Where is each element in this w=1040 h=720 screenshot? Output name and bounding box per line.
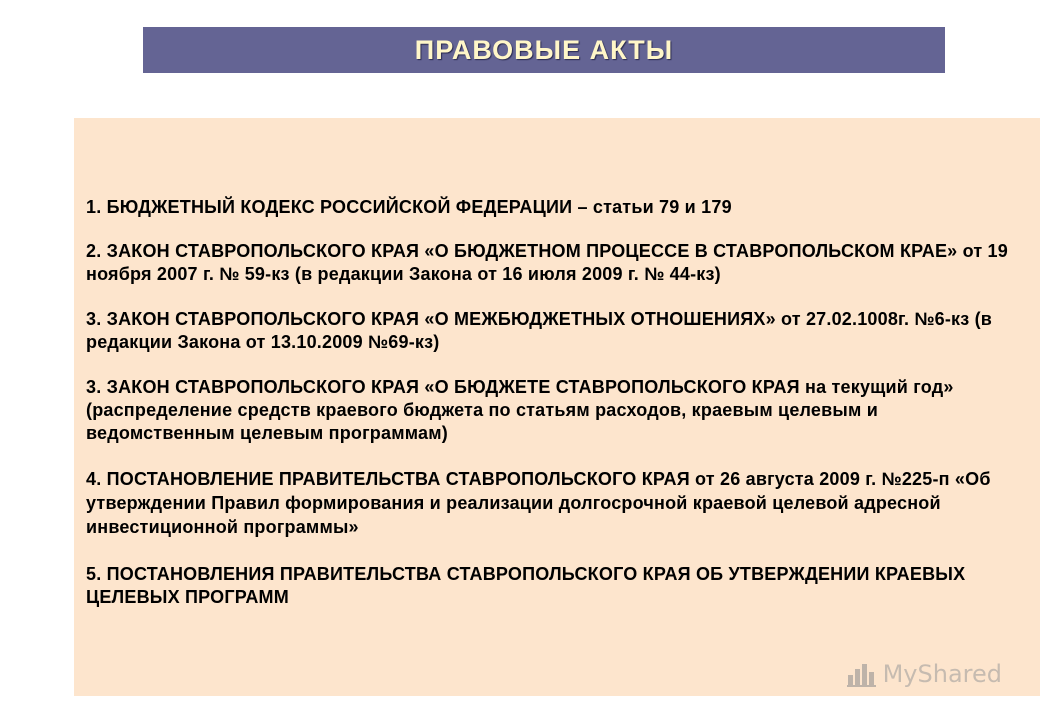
list-item: 2. ЗАКОН СТАВРОПОЛЬСКОГО КРАЯ «О БЮДЖЕТНОМ ПРОЦЕССЕ В СТАВРОПОЛЬСКОМ КРАЕ» от 19 ноября 2007 г. № 59-кз (в редакции Закона от 16 июля 2009 г. № 44-кз) [86, 241, 1008, 284]
list-item: 3. ЗАКОН СТАВРОПОЛЬСКОГО КРАЯ «О БЮДЖЕТЕ СТАВРОПОЛЬСКОГО КРАЯ на текущий год» (распределение средств краевого бюджета по статьям расходов, краевым целевым и ведомственным целевым программам) [86, 377, 954, 443]
chart-bars-icon [847, 661, 877, 687]
list-item: 5. ПОСТАНОВЛЕНИЯ ПРАВИТЕЛЬСТВА СТАВРОПОЛЬСКОГО КРАЯ ОБ УТВЕРЖДЕНИИ КРАЕВЫХ ЦЕЛЕВЫХ ПРОГРАММ [86, 564, 966, 607]
list-item: 4. ПОСТАНОВЛЕНИЕ ПРАВИТЕЛЬСТВА СТАВРОПОЛЬСКОГО КРАЯ от 26 августа 2009 г. №225-п «Об утверждении Правил формирования и реализации долгосрочной краевой целевой адресной инвестиционной программы» [86, 469, 991, 537]
watermark-text: MyShared [882, 660, 1002, 688]
list-item: 3. ЗАКОН СТАВРОПОЛЬСКОГО КРАЯ «О МЕЖБЮДЖЕТНЫХ ОТНОШЕНИЯХ» от 27.02.1008г. №6-кз (в редакции Закона от 13.10.2009 №69-кз) [86, 309, 993, 352]
watermark [847, 660, 1002, 688]
legal-acts-list [86, 196, 1026, 630]
content-box [74, 118, 1040, 696]
slide-title: ПРАВОВЫЕ АКТЫ [414, 34, 674, 65]
title-bar [143, 27, 945, 73]
list-item: 1. БЮДЖЕТНЫЙ КОДЕКС РОССИЙСКОЙ ФЕДЕРАЦИИ – статьи 79 и 179 [86, 197, 732, 217]
